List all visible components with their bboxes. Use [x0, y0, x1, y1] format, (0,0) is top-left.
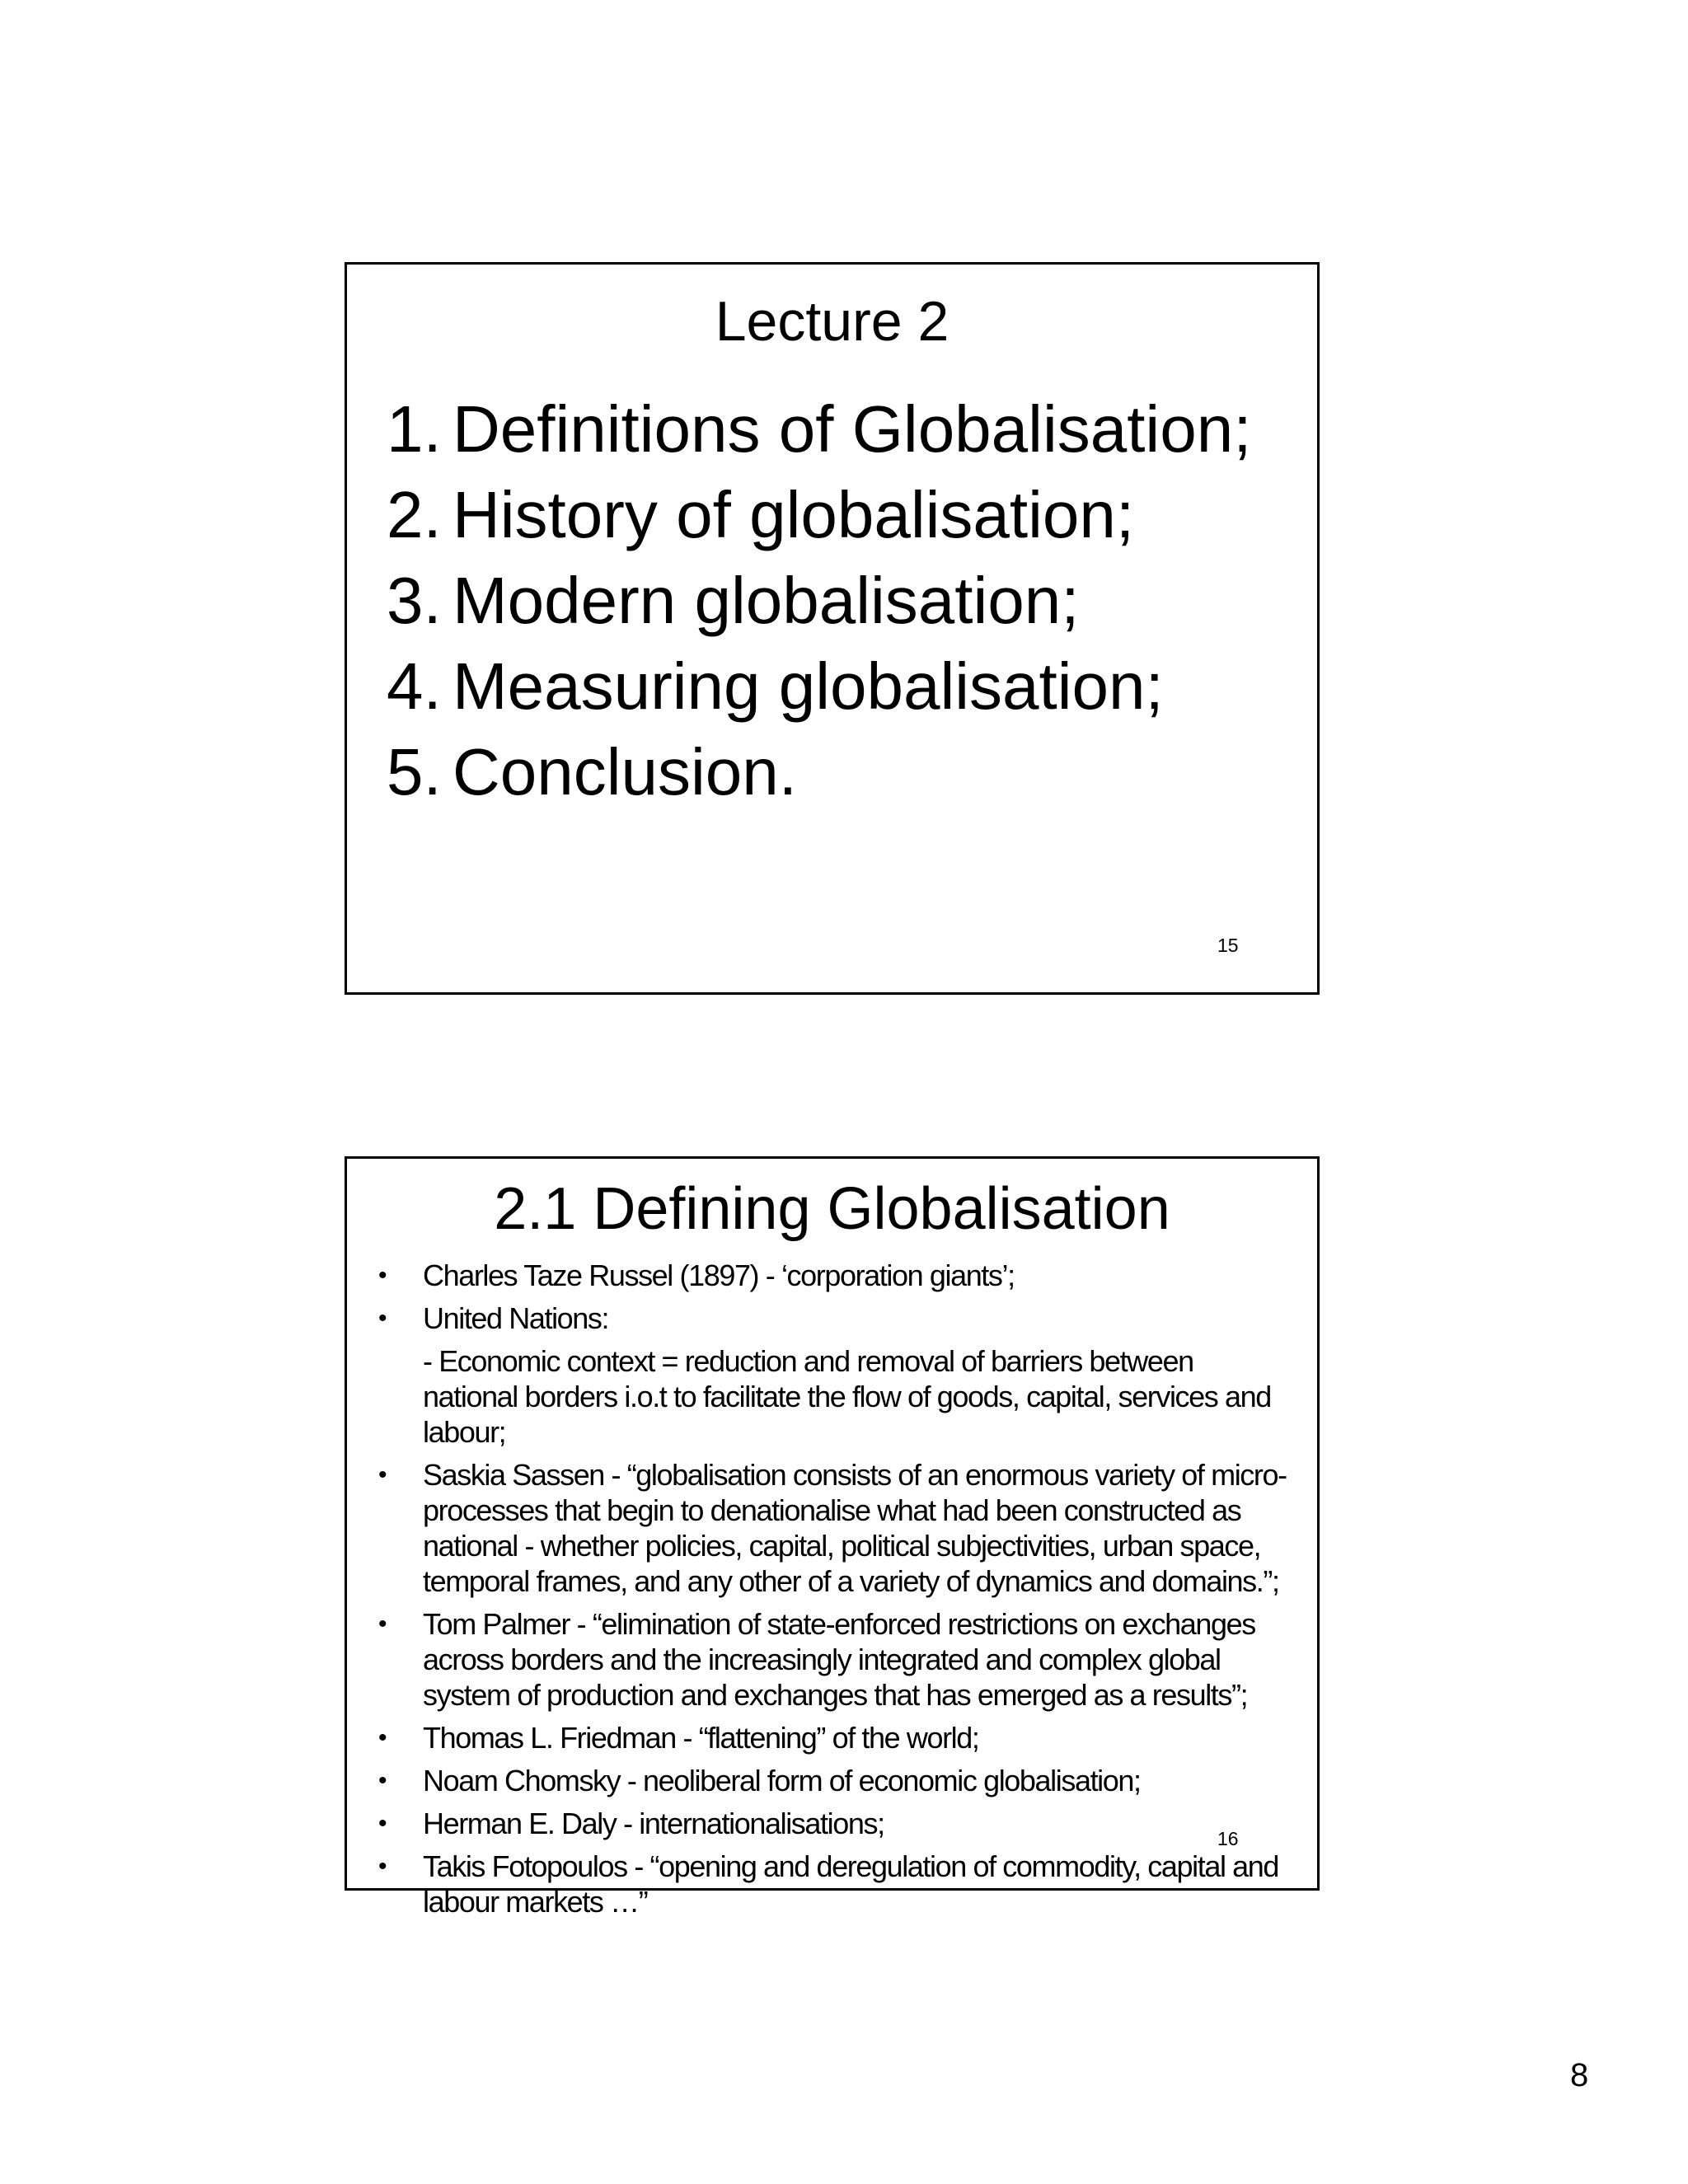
- item-text: Takis Fotopoulos - “opening and deregulation of commodity, capital and labour markets …”: [423, 1849, 1279, 1919]
- list-item: [378, 1720, 1293, 1755]
- item-text: Measuring globalisation;: [452, 649, 1164, 723]
- bullet-icon: •: [378, 1305, 387, 1332]
- item-text: United Nations:: [423, 1301, 609, 1335]
- sub-item: - Economic context = reduction and removal of barriers between national borders i.o.t to facilitate the flow of goods, capital, services and labour;: [423, 1344, 1271, 1449]
- list-item: [378, 1849, 1293, 1919]
- definition-list: [378, 1258, 1293, 1927]
- list-item: [378, 1806, 1293, 1841]
- bullet-icon: •: [378, 1810, 387, 1837]
- item-text: Thomas L. Friedman - “flattening” of the world;: [423, 1721, 979, 1755]
- slide-number: 15: [1217, 935, 1239, 956]
- list-item: [387, 644, 1251, 729]
- item-text: Saskia Sassen - “globalisation consists of an enormous variety of micro-processes that begin to denationalise what had been constructed as national - whether policies, capital, political subjectivities, urban space, temporal frames, and any other of a variety of dynamics and domains.”;: [423, 1458, 1287, 1598]
- slide-title: 2.1 Defining Globalisation: [494, 1176, 1170, 1242]
- list-item: [387, 558, 1251, 644]
- list-item: [378, 1457, 1293, 1599]
- bullet-icon: •: [378, 1262, 387, 1289]
- item-text: Modern globalisation;: [452, 564, 1080, 637]
- item-text: Definitions of Globalisation;: [452, 392, 1252, 466]
- item-number: 5.: [387, 735, 442, 808]
- bullet-icon: •: [378, 1853, 387, 1880]
- item-number: 2.: [387, 478, 442, 551]
- slide-number: 16: [1217, 1828, 1239, 1849]
- slide-title: Lecture 2: [715, 290, 950, 353]
- bullet-icon: •: [378, 1461, 387, 1488]
- page-number: 8: [1570, 2057, 1589, 2093]
- item-text: Herman E. Daly - internationalisations;: [423, 1807, 884, 1840]
- topic-list: [387, 387, 1251, 815]
- slide-defining-globalisation: [345, 1156, 1320, 1919]
- list-item: [378, 1258, 1293, 1293]
- item-text: Charles Taze Russel (1897) - ‘corporation giants’;: [423, 1258, 1015, 1292]
- item-number: 1.: [387, 392, 442, 466]
- list-item: [387, 472, 1251, 558]
- item-text: Noam Chomsky - neoliberal form of economic globalisation;: [423, 1764, 1141, 1797]
- item-text: Conclusion.: [452, 735, 798, 808]
- list-item: [387, 387, 1251, 472]
- bullet-icon: •: [378, 1724, 387, 1751]
- list-item: [378, 1763, 1293, 1798]
- slide-lecture-2: [345, 262, 1320, 995]
- item-text: History of globalisation;: [452, 478, 1135, 551]
- item-number: 4.: [387, 649, 442, 723]
- bullet-icon: •: [378, 1610, 387, 1638]
- list-item: [378, 1606, 1293, 1713]
- bullet-icon: •: [378, 1767, 387, 1794]
- item-number: 3.: [387, 564, 442, 637]
- item-text: Tom Palmer - “elimination of state-enforced restrictions on exchanges across borders and the increasingly integrated and complex global system of production and exchanges that has emerged as a results”;: [423, 1607, 1255, 1712]
- list-item: [378, 1301, 1293, 1336]
- list-item: [387, 729, 1251, 815]
